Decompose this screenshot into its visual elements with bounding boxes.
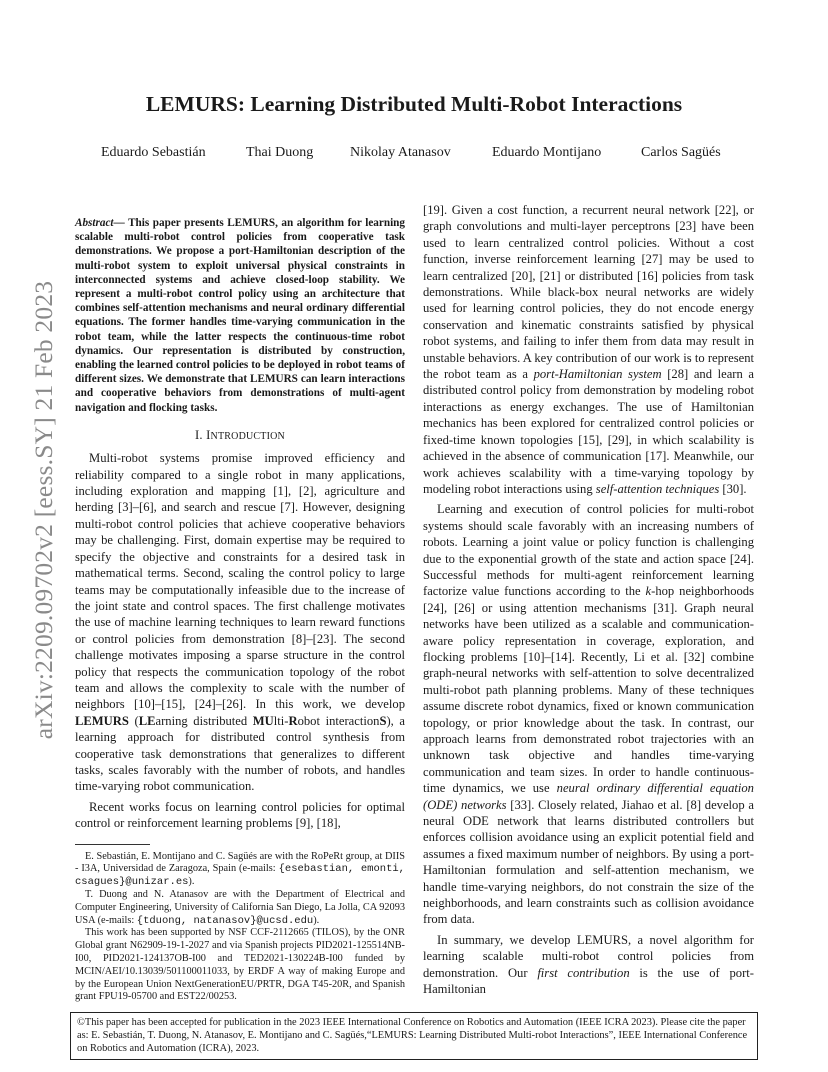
acronym-part: obot interaction [297,713,380,728]
right-paragraph-1 [423,202,754,497]
footnote-affiliation-1 [75,851,405,889]
emphasis-text: neural ordinary differential equation (ODE) networks [423,781,754,812]
footnote-text: E. Sebastián, E. Montijano and C. Sagüés are with the RoPeRt group, at DIIS - I3A, Universidad de Zaragoza, Spain (e-mails: [75,850,405,875]
footnote-text: ). [313,914,320,926]
acronym-letter: LE [138,713,156,728]
right-paragraph-3 [423,932,754,998]
left-column [75,216,405,1004]
paragraph-text: In summary, we develop LEMURS, a novel algorithm for learning scalable multi-robot control policies from demonstration. Our [423,932,754,980]
section-title-initial: I [206,427,211,442]
footnote-funding: This work has been supported by NSF CCF-2112665 (TILOS), by the ONR Global grant N62909-19-1-2027 and via Spanish projects PID2021-125514NB-I00, PID2021-124137OB-I00 and TED2021-130224B-I00 funded by MCIN/AEI/10.13039/501100011033, by ERDF A way of making Europe and by the European Union NextGenerationEU/PRTR, DGA T45-20R, and Spanish grant FPU19-05700 and EST22/00253. [75,927,405,1003]
acronym-letter: MU [252,713,274,728]
acronym-part: lti- [273,713,289,728]
paragraph-text: -hop neighborhoods [24], [26] or using attention mechanisms [31]. Graph neural networks have been utilized as a scalable and communication-aware policy representation in coverage, exploration, and flocking problems [10]–[14]. Recently, Li et al. [32] combine graph-neural networks with self-attention to solve decentralized multi-robot path planning problems. Many of these techniques assume discrete robot dynamics, fixed or known communication topology, or prior knowledge about the task. In contrast, our approach learns from demonstrated robot trajectories with an unknown task objective and handles time-varying communication and team sizes. In order to handle continuous-time dynamics, we use [423,584,755,796]
right-column [423,202,754,998]
paragraph-text: [28] and learn a distributed control policy from demonstration by modeling robot interactions as energy exchanges. The use of Hamiltonian mechanics has been explored for centralized control policies or fixed-time known topologies [15], [29], in which scalability is achieved in the absence of communication [17]. Meanwhile, our work achieves scalability with a time-varying topology by modeling robot interactions using [423,367,754,496]
abstract-label: Abstract [75,217,114,229]
footnote-text: T. Duong and N. Atanasov are with the Department of Electrical and Computer Engineering, University of California San Diego, La Jolla, CA 92093 USA (e-mails: [75,888,405,926]
paragraph-text: is the use of port-Hamiltonian [423,965,754,997]
paragraph-text: a learning approach for distributed control synthesis from cooperative task demonstrations that generalizes to different tasks, scales favorably with the number of robots, and handles time-varying robot communication. [75,713,405,794]
intro-paragraph-1 [75,450,405,795]
author-name: Carlos Sagüés [641,145,721,160]
paper-title: LEMURS: Learning Distributed Multi-Robot Interactions [145,92,683,116]
acronym-part: ), [386,713,394,728]
author-name: Thai Duong [246,145,314,160]
acronym-part: ( [128,713,139,728]
section-heading [75,427,405,445]
author-name: Eduardo Sebastián [101,145,206,160]
footnote-affiliation-2 [75,889,405,927]
section-number: I. [195,427,203,442]
author-name: Nikolay Atanasov [350,145,451,160]
acronym-letter: S [379,713,387,728]
email-text: {tduong, natanasov}@ucsd.edu [136,914,314,927]
abstract-text: — This paper presents LEMURS, an algorithm for learning scalable multi-robot control policies from cooperative task demonstrations. We propose a port-Hamiltonian description of the multi-robot system to exploit universal physical constraints in interconnected systems and achieve closed-loop stability. We represent a multi-robot control policy using an architecture that combines self-attention mechanisms and neural ordinary differential equations. The former handles time-varying communication in the robot team, while the latter respects the continuous-time robot dynamics. Our representation is distributed by construction, enabling the learned control policies to be deployed in robot teams of different sizes. We demonstrate that LEMURS can learn interactions and cooperative behaviors from demonstrations of multi-agent navigation and flocking tasks. [75,217,405,414]
math-symbol: k [645,584,652,599]
email-text: {esebastian, emonti, csagues}@unizar.es [75,863,405,889]
footnote-text: ). [188,876,195,888]
arxiv-stamp-text: arXiv:2209.09702v2 [eess.SY] 21 Feb 2023 [29,280,58,740]
emphasis-text: port-Hamiltonian system [533,367,662,382]
intro-paragraph-2: Recent works focus on learning control policies for optimal control or reinforcement learning problems [9], [18], [75,799,405,831]
paragraph-text: [19]. Given a cost function, a recurrent neural network [22], or graph convolutions and multi-layer perceptrons [23] have been used to learn centralized control policies. Without a cost function, inverse reinforcement learning [27] may be used to learn centralized [20], [21] or distributed [16] policies from task demonstrations. While black-box neural networks are widely used for learning control policies, they do not encode energy conservation and kinematic constraints satisfied by physical robot systems, and failing to infer them from data may result in unstable behaviors. A key contribution of our work is to represent the robot team as a [423,203,754,382]
acronym-part: arning distributed [155,713,253,728]
acronym-letter: R [288,713,298,728]
paragraph-text: Learning and execution of control policies for multi-robot systems should scale favorably with an increasing numbers of robots. Learning a joint value or policy function is challenging due to the exponential growth of the state and action space [24]. Successful methods for multi-agent reinforcement learning factorize value functions according to the [423,502,754,599]
right-paragraph-2 [423,501,754,928]
arxiv-stamp [22,280,66,740]
lemurs-name: LEMURS [75,713,129,728]
section-title-rest: NTRODUCTION [210,430,285,442]
emphasis-text: self-attention techniques [595,481,720,496]
abstract [75,216,405,415]
emphasis-text: first contribution [537,965,630,980]
footnote-rule [75,844,150,845]
paragraph-text: Multi-robot systems promise improved efficiency and reliability compared to a single robot in many applications, including exploration and mapping [1], [2], agriculture and herding [3]–[6], and search and rescue [7]. However, designing multi-robot control policies that achieve cooperative behaviors may be challenging. First, domain expertise may be required to specify the objective and constraints for a desired task in mathematical terms. Second, scaling the control policy to large teams may be computationally infeasible due to the increase of the joint state and control spaces. The first challenge motivates the use of machine learning techniques to learn reward functions or control policies from demonstration [8]–[23]. The second challenge motivates imposing a sparse structure in the control policy that respects the communication topology of the robot team and allows the complexity to scale with the number of neighbors [10]–[15], [24]–[26]. In this work, we develop [75,451,405,712]
copyright-notice: ©This paper has been accepted for publication in the 2023 IEEE International Conference on Robotics and Automation (IEEE ICRA 2023). Please cite the paper as: E. Sebastián, T. Duong, N. Atanasov, E. Montijano and C. Sagüés,“LEMURS: Learning Distributed Multi-robot Interactions”, IEEE International Conference on Robotics and Automation (ICRA), 2023. [70,1012,758,1060]
paragraph-text: [33]. Closely related, Jiahao et al. [8] develop a neural ODE network that learns distributed controllers but enforces collision avoidance using an explicit potential field and assumes a fixed maximum number of neighbors. By using a port-Hamiltonian formulation and self-attention mechanism, we handle time-varying neighbors, do not constrain the size of the neighborhoods, and learn constraints such as collision avoidance from data. [423,797,754,927]
paragraph-text: [30]. [719,481,747,496]
author-list [0,145,828,165]
footnotes [75,851,405,1005]
author-name: Eduardo Montijano [492,145,602,160]
